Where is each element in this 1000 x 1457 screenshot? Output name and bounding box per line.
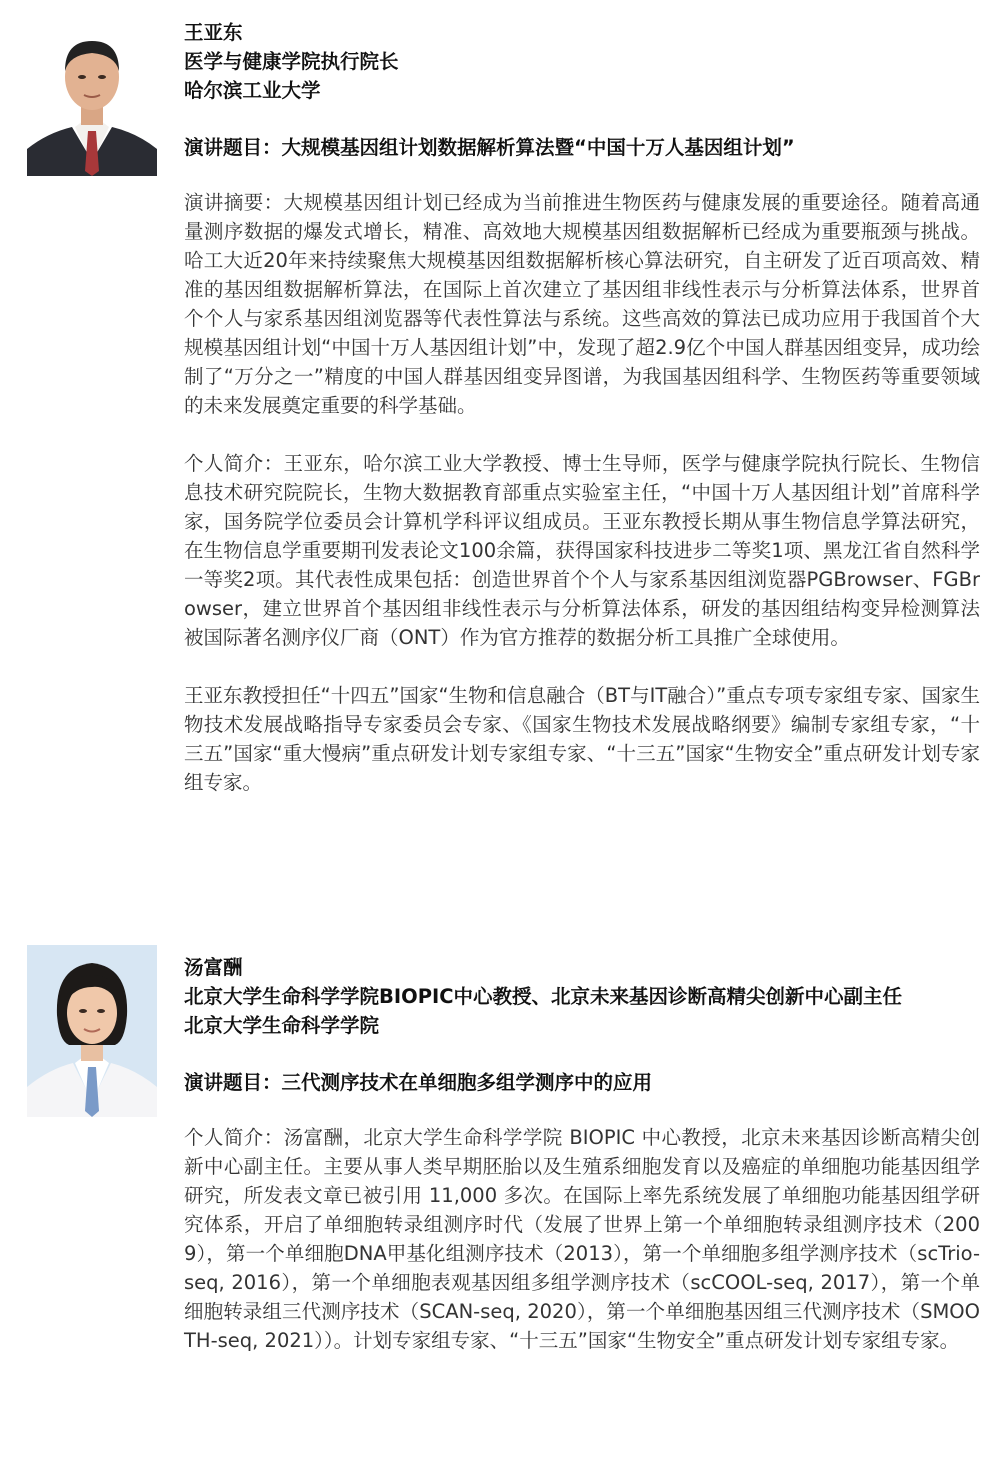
speaker-name: 汤富酬 bbox=[184, 956, 243, 979]
speaker-affiliation: 北京大学生命科学学院 bbox=[184, 1014, 380, 1037]
speaker-bio: 个人简介：汤富酬，北京大学生命科学学院 BIOPIC 中心教授，北京未来基因诊断高精尖创新中心副主任。主要从事人类早期胚胎以及生殖系细胞发育以及癌症的单细胞功能基因组学研究，所发表文章已被引用 11,000 多次。在国际上率先系统发展了单细胞功能基因组学研究体系，开启了单细胞转录组测序时代（发展了世界上第一个单细胞转录组测序技术（2009），第一个单细胞DNA甲基化组测序技术（2013），第一个单细胞多组学测序技术（scTrio-seq, 2016），第一个单细胞表观基因组多组学测序技术（scCOOL-seq, 2017），第一个单细胞转录组三代测序技术（SCAN-seq, 2020），第一个单细胞基因组三代测序技术（SMOOTH-seq, 2021））。计划专家组专家、“十三五”国家“生物安全”重点研发计划专家组专家。 bbox=[184, 1126, 980, 1352]
speaker-affiliation: 哈尔滨工业大学 bbox=[184, 79, 321, 102]
speaker-1-content bbox=[184, 18, 980, 797]
talk-abstract: 演讲摘要：大规模基因组计划已经成为当前推进生物医药与健康发展的重要途径。随着高通量测序数据的爆发式增长，精准、高效地大规模基因组数据解析已经成为重要瓶颈与挑战。哈工大近20年来持续聚焦大规模基因组数据解析核心算法研究，自主研发了近百项高效、精准的基因组数据解析算法，在国际上首次建立了基因组非线性表示与分析算法体系，世界首个个人与家系基因组浏览器等代表性算法与系统。这些高效的算法已成功应用于我国首个大规模基因组计划“中国十万人基因组计划”中，发现了超2.9亿个中国人群基因组变异，成功绘制了“万分之一”精度的中国人群基因组变异图谱，为我国基因组科学、生物医药等重要领域的未来发展奠定重要的科学基础。 bbox=[184, 191, 980, 417]
talk-title: 演讲题目：三代测序技术在单细胞多组学测序中的应用 bbox=[184, 1071, 653, 1094]
speaker-name: 王亚东 bbox=[184, 21, 243, 44]
speaker-position: 北京大学生命科学学院BIOPIC中心教授、北京未来基因诊断高精尖创新中心副主任 bbox=[184, 985, 903, 1008]
speaker-bio: 个人简介：王亚东，哈尔滨工业大学教授、博士生导师，医学与健康学院执行院长、生物信息技术研究院院长，生物大数据教育部重点实验室主任，“中国十万人基因组计划”首席科学家，国务院学位委员会计算机学科评议组成员。王亚东教授长期从事生物信息学算法研究，在生物信息学重要期刊发表论文100余篇，获得国家科技进步二等奖1项、黑龙江省自然科学一等奖2项。其代表性成果包括：创造世界首个个人与家系基因组浏览器PGBrowser、FGBrowser，建立世界首个基因组非线性表示与分析算法体系，研发的基因组结构变异检测算法被国际著名测序仪厂商（ONT）作为官方推荐的数据分析工具推广全球使用。 bbox=[184, 452, 980, 649]
speaker-2-photo bbox=[27, 945, 157, 1117]
talk-title: 演讲题目：大规模基因组计划数据解析算法暨“中国十万人基因组计划” bbox=[184, 136, 795, 159]
speaker-position: 医学与健康学院执行院长 bbox=[184, 50, 399, 73]
speaker-1-photo bbox=[27, 21, 157, 176]
speaker-2-content bbox=[184, 953, 980, 1355]
speaker-extra: 王亚东教授担任“十四五”国家“生物和信息融合（BT与IT融合）”重点专项专家组专家、国家生物技术发展战略指导专家委员会专家、《国家生物技术发展战略纲要》编制专家组专家，“十三五”国家“重大慢病”重点研发计划专家组专家、“十三五”国家“生物安全”重点研发计划专家组专家。 bbox=[184, 684, 980, 794]
